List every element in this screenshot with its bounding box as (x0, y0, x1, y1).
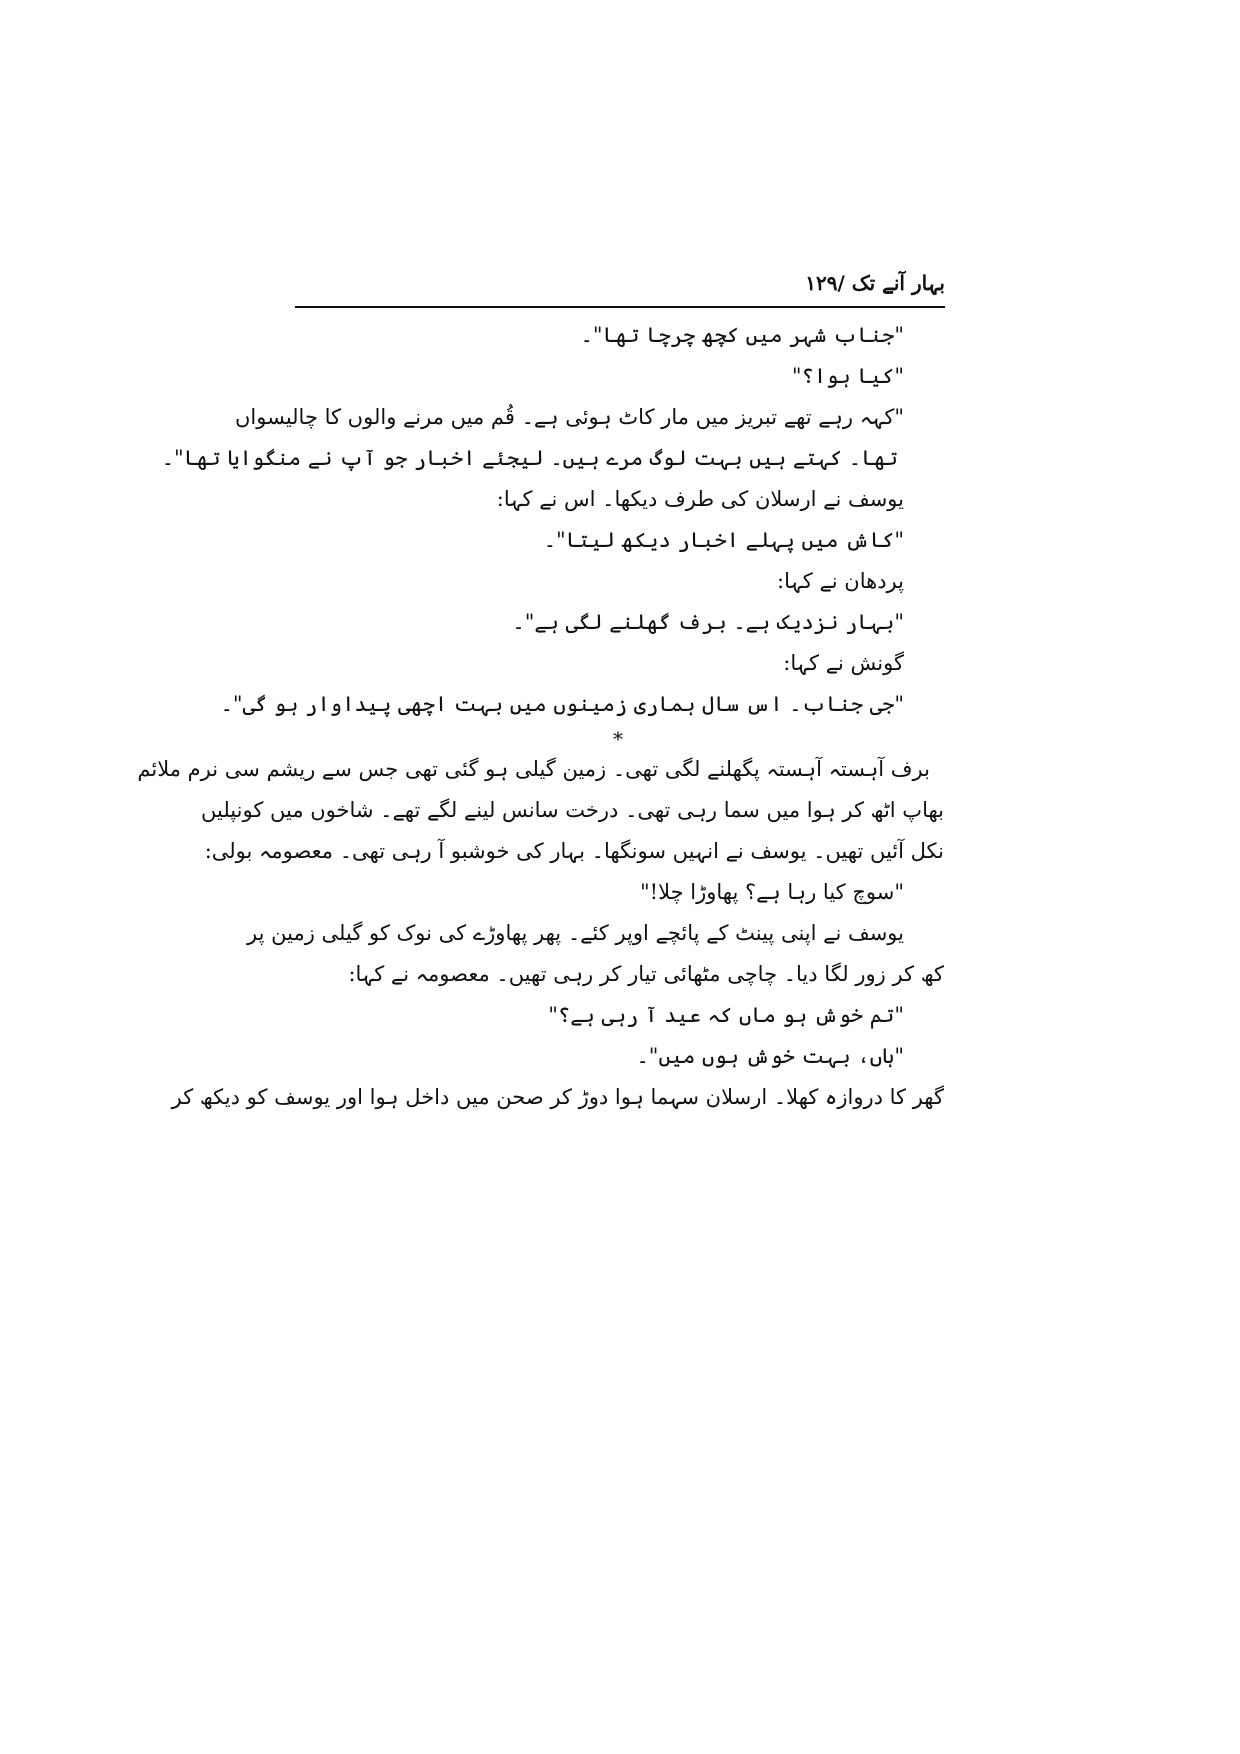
paragraph-line: برف آہستہ آہستہ پگھلنے لگی تھی۔ زمین گیلی ہو گئی تھی جس سے ریشم سی نرم ملائم (137, 757, 930, 781)
dialogue-line: "بہار نزدیک ہے۔ برف گھلنے لگی ہے"۔ (512, 610, 904, 634)
paragraph-line: یوسف نے اپنی پینٹ کے پائچے اوپر کئے۔ پھر پھاوڑے کی نوک کو گیلی زمین پر (247, 921, 904, 945)
paragraph-line: گھر کا دروازہ کھلا۔ ارسلان سہما ہوا دوڑ کر صحن میں داخل ہوا اور یوسف کو دیکھ کر (171, 1085, 944, 1109)
page-body (137, 315, 944, 1118)
narration-line: یوسف نے ارسلان کی طرف دیکھا۔ اس نے کہا: (496, 487, 904, 511)
paragraph-line: بھاپ اٹھ کر ہوا میں سما رہی تھی۔ درخت سانس لینے لگے تھے۔ شاخوں میں کونپلیں (201, 798, 944, 822)
dialogue-line: "ہاں، بہت خوش ہوں میں"۔ (636, 1044, 904, 1068)
narration-line: پردھان نے کہا: (777, 569, 904, 593)
narration-line: گونش نے کہا: (783, 651, 904, 675)
paragraph-line: کھ کر زور لگا دیا۔ چاچی مٹھائی تیار کر رہی تھیں۔ معصومہ نے کہا: (348, 962, 944, 986)
dialogue-line: "کہہ رہے تھے تبریز میں مار کاٹ ہوئی ہے۔ قُم میں مرنے والوں کا چالیسواں (234, 405, 904, 429)
dialogue-line: "جی جناب۔ اس سال ہماری زمینوں میں بہت اچھی پیداوار ہو گی"۔ (220, 692, 904, 716)
paragraph-line: نکل آئیں تھیں۔ یوسف نے انہیں سونگھا۔ بہار کی خوشبو آ رہی تھی۔ معصومہ بولی: (204, 839, 944, 863)
dialogue-line: "کاش میں پہلے اخبار دیکھ لیتا"۔ (543, 528, 904, 552)
dialogue-line: "تم خوش ہو ماں کہ عید آ رہی ہے؟" (548, 1003, 904, 1027)
section-separator: * (613, 727, 623, 751)
dialogue-line: "جناب شہر میں کچھ چرچا تھا"۔ (580, 323, 904, 347)
dialogue-line: تھا۔ کہتے ہیں بہت لوگ مرے ہیں۔ لیجئے اخبار جو آپ نے منگوایا تھا"۔ (161, 446, 898, 470)
running-header-title: بہار آنے تک /۱۲۹ (805, 271, 945, 295)
running-header (295, 270, 945, 298)
dialogue-line: "سوچ کیا رہا ہے؟ پھاوڑا چلا!" (639, 880, 904, 904)
header-rule (295, 306, 945, 308)
dialogue-line: "کیا ہوا؟" (791, 364, 904, 388)
